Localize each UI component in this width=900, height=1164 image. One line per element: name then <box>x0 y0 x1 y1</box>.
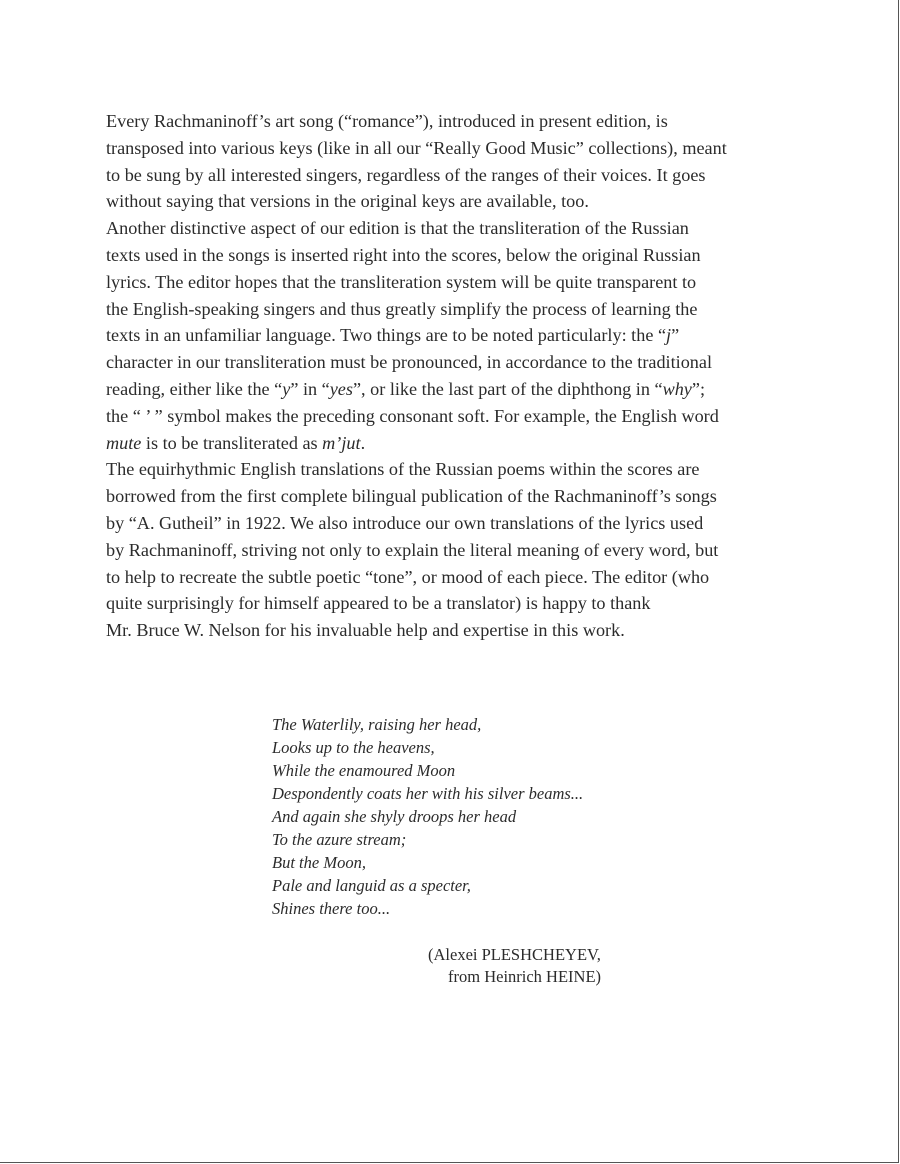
italic-fragment: mute <box>106 432 142 453</box>
text-fragment: ”; <box>691 378 706 399</box>
italic-fragment: y <box>282 378 291 399</box>
text-line <box>106 322 806 349</box>
text-fragment: ” in “ <box>290 378 330 399</box>
text-fragment: ” <box>671 325 680 346</box>
poem-line: Looks up to the heavens, <box>272 738 435 757</box>
italic-fragment: m’jut <box>322 432 361 453</box>
italic-fragment: why <box>662 378 692 399</box>
attribution-author: (Alexei PLESHCHEYEV, <box>428 945 601 964</box>
poem-line: And again she shyly droops her head <box>272 807 517 826</box>
text-line: without saying that versions in the original keys are available, too. <box>106 191 589 212</box>
introduction-text <box>106 108 806 644</box>
text-fragment: reading, either like the “ <box>106 378 283 399</box>
text-line: transposed into various keys (like in all our “Really Good Music” collections), meant <box>106 137 727 158</box>
paragraph-transliteration <box>106 215 806 456</box>
text-line <box>106 430 806 457</box>
text-line: character in our transliteration must be pronounced, in accordance to the traditional <box>106 352 713 373</box>
poem-line: But the Moon, <box>272 853 366 872</box>
text-fragment: is to be transliterated as <box>141 432 323 453</box>
attribution-source: from Heinrich HEINE) <box>448 967 602 986</box>
text-line: Every Rachmaninoff’s art song (“romance”), introduced in present edition, is <box>106 111 668 131</box>
paragraph-transposition <box>106 108 806 215</box>
poem-attribution <box>428 944 601 988</box>
text-line: by “A. Gutheil” in 1922. We also introduce our own translations of the lyrics used <box>106 512 704 533</box>
text-line: Mr. Bruce W. Nelson for his invaluable help and expertise in this work. <box>106 620 625 641</box>
text-line: lyrics. The editor hopes that the transliteration system will be quite transparent to <box>106 271 697 292</box>
text-line: borrowed from the first complete bilingual publication of the Rachmaninoff’s songs <box>106 486 717 507</box>
poem-line: While the enamoured Moon <box>272 761 456 780</box>
paragraph-translations <box>106 456 806 644</box>
text-line: the English-speaking singers and thus greatly simplify the process of learning the <box>106 298 698 319</box>
text-line <box>106 376 806 403</box>
text-line: to be sung by all interested singers, regardless of the ranges of their voices. It goes <box>106 164 706 185</box>
poem-line: Pale and languid as a specter, <box>272 876 471 895</box>
italic-fragment: yes <box>329 378 353 399</box>
poem-line: Shines there too... <box>272 899 391 918</box>
text-line: the “ ’ ” symbol makes the preceding consonant soft. For example, the English word <box>106 405 719 426</box>
poem-line: To the azure stream; <box>272 830 407 849</box>
italic-fragment: j <box>666 325 672 346</box>
text-fragment: . <box>360 432 366 453</box>
text-line: by Rachmaninoff, striving not only to explain the literal meaning of every word, but <box>106 539 719 560</box>
text-line: to help to recreate the subtle poetic “tone”, or mood of each piece. The editor (who <box>106 566 710 587</box>
text-line: The equirhythmic English translations of the Russian poems within the scores are <box>106 459 700 480</box>
text-fragment: texts in an unfamiliar language. Two things are to be noted particularly: the “ <box>106 325 667 346</box>
poem-stanza <box>272 713 583 920</box>
text-line: Another distinctive aspect of our edition is that the transliteration of the Russian <box>106 218 689 239</box>
text-fragment: ”, or like the last part of the diphthong in “ <box>352 378 663 399</box>
text-line: texts used in the songs is inserted right into the scores, below the original Russian <box>106 244 701 265</box>
text-line: quite surprisingly for himself appeared to be a translator) is happy to thank <box>106 593 651 614</box>
poem-line: Despondently coats her with his silver beams... <box>272 784 584 803</box>
poem-line: The Waterlily, raising her head, <box>272 715 482 734</box>
